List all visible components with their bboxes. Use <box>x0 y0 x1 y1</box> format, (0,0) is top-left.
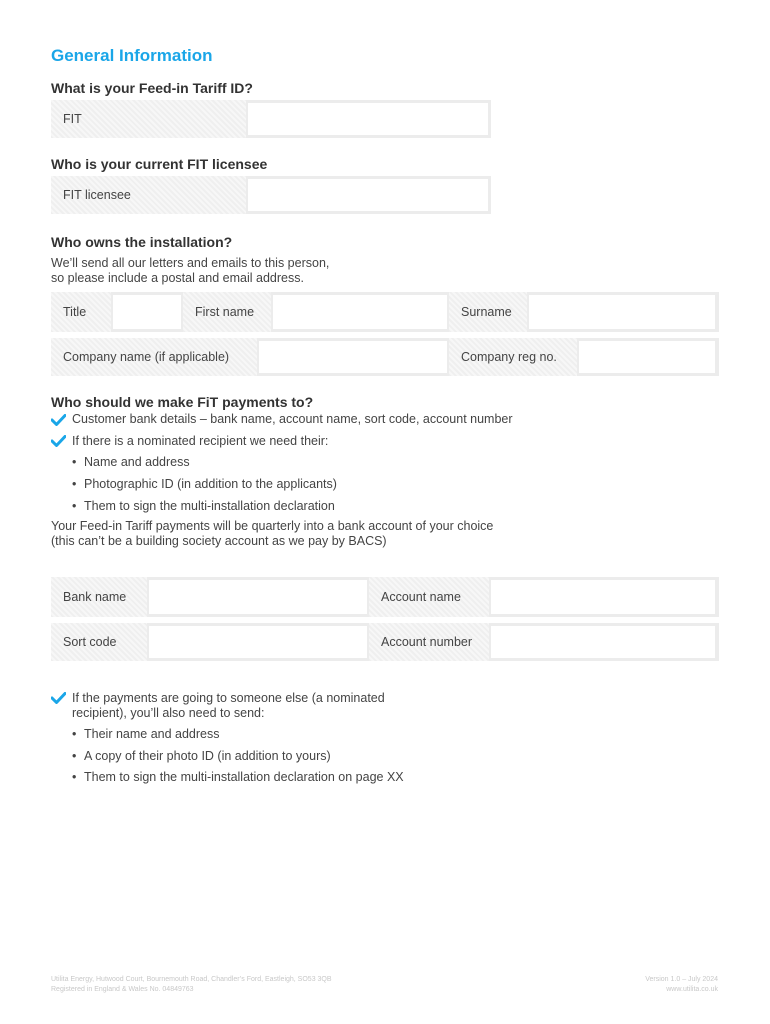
owner-row-2 <box>51 338 719 376</box>
account-name-input[interactable] <box>491 580 715 614</box>
company-name-label: Company name (if applicable) <box>51 338 257 376</box>
list-item: • Their name and address <box>72 727 220 741</box>
bank-name-input[interactable] <box>149 580 367 614</box>
account-number-label: Account number <box>369 623 489 661</box>
account-name-label: Account name <box>369 577 489 617</box>
licensee-input[interactable] <box>248 179 488 211</box>
list-item: • Them to sign the multi-installation declaration <box>72 499 335 513</box>
sort-code-input[interactable] <box>149 626 367 658</box>
owner-desc-line1: We’ll send all our letters and emails to this person, <box>51 256 330 270</box>
question-fit-id: What is your Feed-in Tariff ID? <box>51 80 253 96</box>
footer-website: www.utilita.co.uk <box>666 986 718 993</box>
owner-row-1 <box>51 292 719 332</box>
question-payments: Who should we make FiT payments to? <box>51 394 314 410</box>
licensee-label: FIT licensee <box>51 176 246 214</box>
list-item: • Name and address <box>72 455 190 469</box>
title-label: Title <box>51 292 111 332</box>
surname-label: Surname <box>449 292 527 332</box>
check-item-someone-else-line2: recipient), you’ll also need to send: <box>72 706 265 720</box>
company-reg-input[interactable] <box>579 341 715 373</box>
account-number-input[interactable] <box>491 626 715 658</box>
payments-desc-line2: (this can’t be a building society account as we pay by BACS) <box>51 534 387 548</box>
check-icon <box>51 692 66 704</box>
bank-row-2 <box>51 623 719 661</box>
fit-id-input[interactable] <box>248 103 488 135</box>
question-owner: Who owns the installation? <box>51 234 233 250</box>
footer-address: Utilita Energy, Hutwood Court, Bournemouth Road, Chandler’s Ford, Eastleigh, SO53 3QB <box>51 976 332 983</box>
check-icon <box>51 435 66 447</box>
payments-desc-line1: Your Feed-in Tariff payments will be quarterly into a bank account of your choice <box>51 519 494 533</box>
surname-input[interactable] <box>529 295 715 329</box>
first-name-label: First name <box>183 292 271 332</box>
page-title: General Information <box>51 46 213 65</box>
footer-registration: Registered in England & Wales No. 04849763 <box>51 986 194 993</box>
fit-id-label: FIT <box>51 100 246 138</box>
list-item: • Photographic ID (in addition to the applicants) <box>72 477 337 491</box>
footer-version: Version 1.0 – July 2024 <box>645 976 718 983</box>
check-item-someone-else-line1: If the payments are going to someone else (a nominated <box>72 691 385 705</box>
licensee-panel <box>51 176 491 214</box>
check-item-bank-details: Customer bank details – bank name, account name, sort code, account number <box>72 412 513 426</box>
list-item: • Them to sign the multi-installation declaration on page XX <box>72 770 404 784</box>
owner-desc-line2: so please include a postal and email address. <box>51 271 304 285</box>
list-item: • A copy of their photo ID (in addition to yours) <box>72 749 331 763</box>
first-name-input[interactable] <box>273 295 447 329</box>
check-icon <box>51 414 66 426</box>
question-licensee: Who is your current FIT licensee <box>51 156 268 172</box>
bank-name-label: Bank name <box>51 577 147 617</box>
check-item-nominated: If there is a nominated recipient we need their: <box>72 434 329 448</box>
sort-code-label: Sort code <box>51 623 147 661</box>
title-input[interactable] <box>113 295 181 329</box>
bank-row-1 <box>51 577 719 617</box>
company-reg-label: Company reg no. <box>449 338 577 376</box>
company-name-input[interactable] <box>259 341 447 373</box>
fit-id-panel <box>51 100 491 138</box>
